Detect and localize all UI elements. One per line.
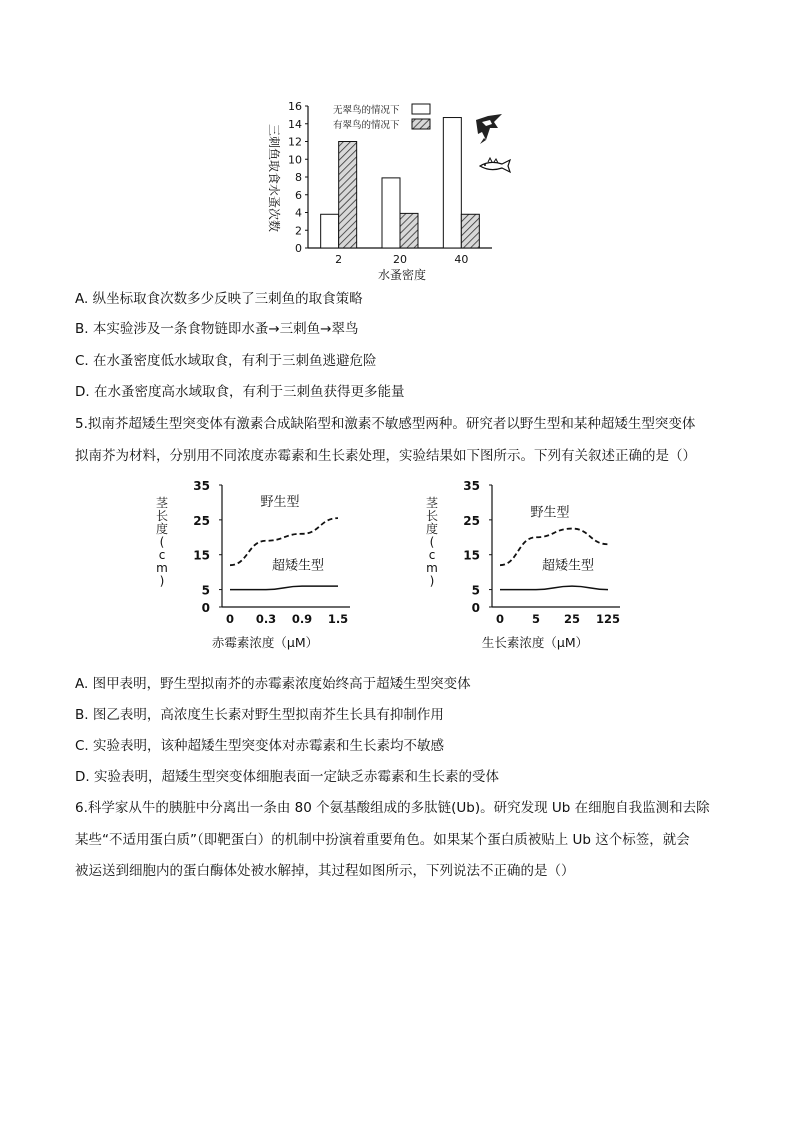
chart-legend — [333, 104, 430, 131]
legend-swatch-series-2 — [412, 119, 430, 129]
y-tick-label: 15 — [463, 548, 480, 563]
q4-option-a: A. 纵坐标取食次数多少反映了三刺鱼的取食策略 — [75, 291, 363, 307]
x-tick-label: 0.3 — [255, 612, 277, 626]
q5-option-a: A. 图甲表明，野生型拟南芥的赤霉素浓度始终高于超矮生型突变体 — [75, 676, 471, 692]
bar-2 — [400, 213, 418, 248]
series-line-2 — [500, 586, 608, 589]
bar-2 — [339, 142, 357, 249]
y-tick-label: 0 — [201, 601, 210, 615]
x-axis-label: 水蚤密度 — [377, 268, 427, 282]
y-axis-label-char: ) — [159, 574, 165, 588]
x-tick-label: 125 — [595, 612, 621, 626]
y-axis-label-char: 茎 — [425, 496, 439, 510]
y-axis-label-char: m — [426, 561, 438, 575]
x-tick-label: 25 — [563, 612, 581, 626]
y-axis-label: 三刺鱼取食水蚤次数 — [267, 123, 281, 233]
x-tick-label: 2 — [335, 253, 343, 266]
bar-1 — [443, 118, 461, 248]
y-tick-label: 14 — [288, 117, 302, 131]
q5-chart-auxin — [420, 475, 630, 655]
y-axis-label-char: c — [428, 548, 436, 562]
q6-stem-line-3: 被运送到细胞内的蛋白酶体处被水解掉，其过程如图所示，下列说法不正确的是（） — [75, 863, 575, 879]
legend-label-series-2: 有翠鸟的情况下 — [333, 120, 400, 131]
y-tick-label: 6 — [295, 188, 302, 202]
series-label-2: 超矮生型 — [541, 558, 595, 574]
q4-option-d: D. 在水蚤密度高水域取食，有利于三刺鱼获得更多能量 — [75, 384, 405, 400]
y-tick-label: 16 — [288, 100, 302, 113]
y-axis-label-char: 度 — [425, 522, 439, 536]
fish-icon — [480, 158, 510, 172]
y-axis-label-char: ) — [429, 574, 435, 588]
q5-chart-gibberellin — [150, 475, 360, 655]
q6-stem-line-1: 6.科学家从牛的胰脏中分离出一条由 80 个氨基酸组成的多肽链(Ub)。研究发现 Ub 在细胞自我监测和去除 — [75, 800, 710, 816]
y-tick-label: 25 — [463, 513, 480, 528]
y-tick-label: 5 — [201, 583, 210, 598]
y-tick-label: 35 — [463, 479, 480, 493]
kingfisher-icon — [476, 114, 502, 144]
y-axis-label-char: 度 — [155, 522, 169, 536]
y-axis-label-char: 长 — [425, 509, 439, 523]
q4-option-b: B. 本实验涉及一条食物链即水蚤→三刺鱼→翠鸟 — [75, 321, 359, 337]
y-axis-label-char: ( — [159, 535, 165, 549]
y-axis-label-char: ( — [429, 535, 435, 549]
q5-option-b: B. 图乙表明，高浓度生长素对野生型拟南芥生长具有抑制作用 — [75, 707, 444, 723]
q5-option-d: D. 实验表明，超矮生型突变体细胞表面一定缺乏赤霉素和生长素的受体 — [75, 769, 499, 785]
y-tick-label: 8 — [295, 171, 302, 184]
y-tick-label: 5 — [471, 583, 480, 598]
q4-bar-chart — [240, 96, 530, 286]
series-line-2 — [230, 586, 338, 589]
q5-option-c: C. 实验表明，该种超矮生型突变体对赤霉素和生长素均不敏感 — [75, 738, 445, 754]
bar-1 — [321, 214, 339, 248]
y-tick-label: 35 — [193, 479, 210, 493]
x-tick-label: 0 — [225, 612, 235, 626]
series-label-2: 超矮生型 — [271, 558, 325, 574]
x-tick-label: 5 — [531, 612, 541, 626]
y-axis-label-char: m — [156, 561, 168, 575]
x-axis-label: 赤霉素浓度（μM） — [211, 635, 319, 650]
series-label-1: 野生型 — [260, 495, 300, 511]
q5-stem-line-2: 拟南芥为材料，分别用不同浓度赤霉素和生长素处理，实验结果如下图所示。下列有关叙述正确的是（） — [75, 448, 696, 464]
bar-1 — [382, 178, 400, 248]
y-axis-label-char: 茎 — [155, 496, 169, 510]
legend-label-series-1: 无翠鸟的情况下 — [333, 105, 400, 116]
y-tick-label: 10 — [288, 153, 302, 167]
y-tick-label: 4 — [295, 206, 302, 220]
y-axis-label-char: 长 — [155, 509, 169, 523]
x-axis-label: 生长素浓度（μM） — [481, 635, 589, 650]
y-tick-label: 0 — [471, 601, 480, 615]
bar-2 — [461, 214, 479, 248]
y-tick-label: 12 — [288, 135, 302, 149]
y-axis-label-char: c — [158, 548, 166, 562]
q6-stem-line-2: 某些“不适用蛋白质”（即靶蛋白）的机制中扮演着重要角色。如果某个蛋白质被贴上 Ub 这个标签，就会 — [75, 832, 690, 848]
series-label-1: 野生型 — [530, 505, 570, 521]
y-tick-label: 0 — [295, 242, 302, 255]
x-tick-label: 1.5 — [327, 612, 349, 626]
x-tick-label: 0.9 — [291, 612, 313, 626]
y-tick-label: 25 — [193, 513, 210, 528]
q4-option-c: C. 在水蚤密度低水域取食，有利于三刺鱼逃避危险 — [75, 353, 377, 369]
q5-stem-line-1: 5.拟南芥超矮生型突变体有激素合成缺陷型和激素不敏感型两种。研究者以野生型和某种超矮生型突变体 — [75, 416, 696, 432]
legend-swatch-series-1 — [412, 104, 430, 114]
y-tick-label: 15 — [193, 548, 210, 563]
y-tick-label: 2 — [295, 224, 302, 238]
x-tick-label: 0 — [495, 612, 505, 626]
x-tick-label: 20 — [393, 253, 407, 266]
x-tick-label: 40 — [454, 253, 469, 266]
